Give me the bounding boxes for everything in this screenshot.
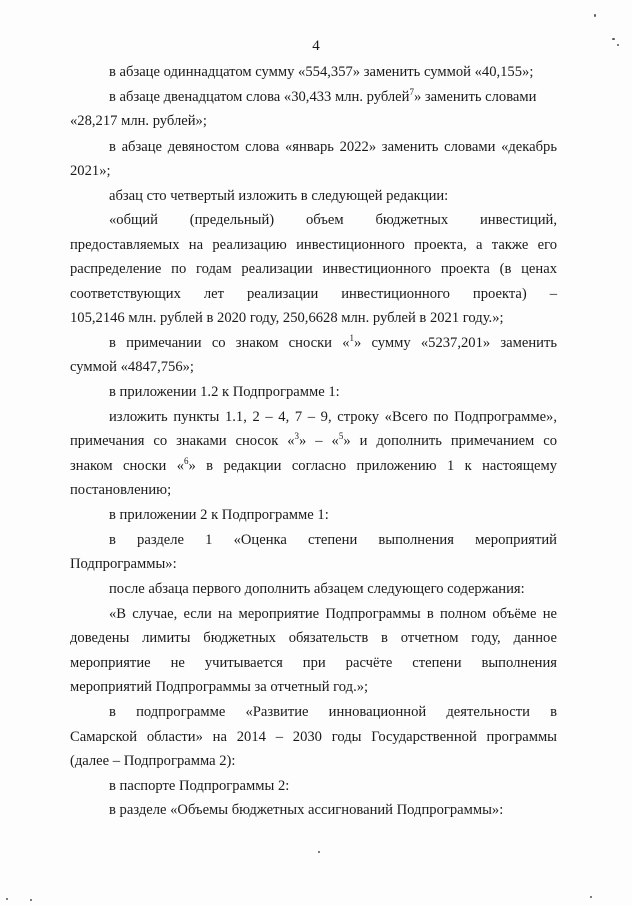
text-line: соответствующих лет реализации инвестиционного проекта) – [70,286,557,302]
text-line: Самарской области» на 2014 – 2030 годы Государственной программы [70,729,557,745]
text-line: распределение по годам реализации инвестиционного проекта (в ценах [70,261,557,277]
text-line: после абзаца первого дополнить абзацем следующего содержания: [109,581,525,597]
footnote-mark: 6 [184,456,189,466]
text-line: Подпрограммы»: [70,556,177,572]
footnote-mark: 5 [338,431,344,441]
text-line: «В случае, если на мероприятие Подпрограммы в полном объёме не [109,606,557,622]
footnote-mark: 1 [349,333,354,343]
page-number: 4 [312,38,320,54]
text-line [70,457,557,475]
text-line [109,88,536,106]
scan-speck [6,898,8,900]
text-line: суммой «4847,756»; [70,359,194,375]
scan-speck [612,38,615,40]
text-line: изложить пункты 1.1, 2 – 4, 7 – 9, строку «Всего по Подпрограмме», [109,409,557,425]
scan-speck [318,851,320,853]
text-line: в разделе «Объемы бюджетных ассигнований Подпрограммы»: [109,802,504,818]
text-line: в паспорте Подпрограммы 2: [109,778,290,794]
text-segment: » заменить словами [413,89,537,105]
text-line: 2021»; [70,163,111,179]
scan-speck [30,899,32,901]
text-line: «28,217 млн. рублей»; [70,113,207,129]
text-line: в абзаце девяностом слова «январь 2022» заменить словами «декабрь [109,139,557,155]
text-segment: » в редакции согласно приложению 1 к настоящему [188,458,557,474]
text-segment: в примечании со знаком сноски « [109,335,350,351]
text-line: доведены лимиты бюджетных обязательств в отчетном году, данное [70,630,557,646]
text-line: в разделе 1 «Оценка степени выполнения мероприятий [109,532,557,548]
text-line [109,334,557,352]
text-line: мероприятий Подпрограммы за отчетный год.»; [70,679,369,695]
text-segment: знаком сноски « [70,458,185,474]
text-line: мероприятие не учитывается при расчёте степени выполнения [70,655,557,671]
text-segment: в абзаце двенадцатом слова «30,433 млн. рублей [109,89,410,105]
text-line: в приложении 2 к Подпрограмме 1: [109,507,329,523]
footnote-mark: 7 [409,87,414,97]
text-line: 105,2146 млн. рублей в 2020 году, 250,6628 млн. рублей в 2021 году.»; [70,310,504,326]
text-line: (далее – Подпрограмма 2): [70,753,236,769]
text-segment: » и дополнить примечанием со [343,433,558,449]
footnote-mark: 3 [294,431,300,441]
text-line [70,432,557,450]
text-line: в приложении 1.2 к Подпрограмме 1: [109,384,340,400]
text-line: постановлению; [70,482,172,498]
scan-speck [590,896,592,898]
text-segment: » – « [299,433,339,449]
text-line: в абзаце одиннадцатом сумму «554,357» заменить суммой «40,155»; [109,64,534,80]
scan-speck [594,14,596,17]
text-segment: примечания со знаками сносок « [70,433,295,449]
text-line: «общий (предельный) объем бюджетных инвестиций, [109,212,557,228]
scan-speck [617,44,619,46]
text-line: абзац сто четвертый изложить в следующей редакции: [109,188,449,204]
text-line: предоставляемых на реализацию инвестиционного проекта, а также его [70,237,557,253]
text-segment: » сумму «5237,201» заменить [354,335,558,351]
text-line: в подпрограмме «Развитие инновационной деятельности в [109,704,557,720]
